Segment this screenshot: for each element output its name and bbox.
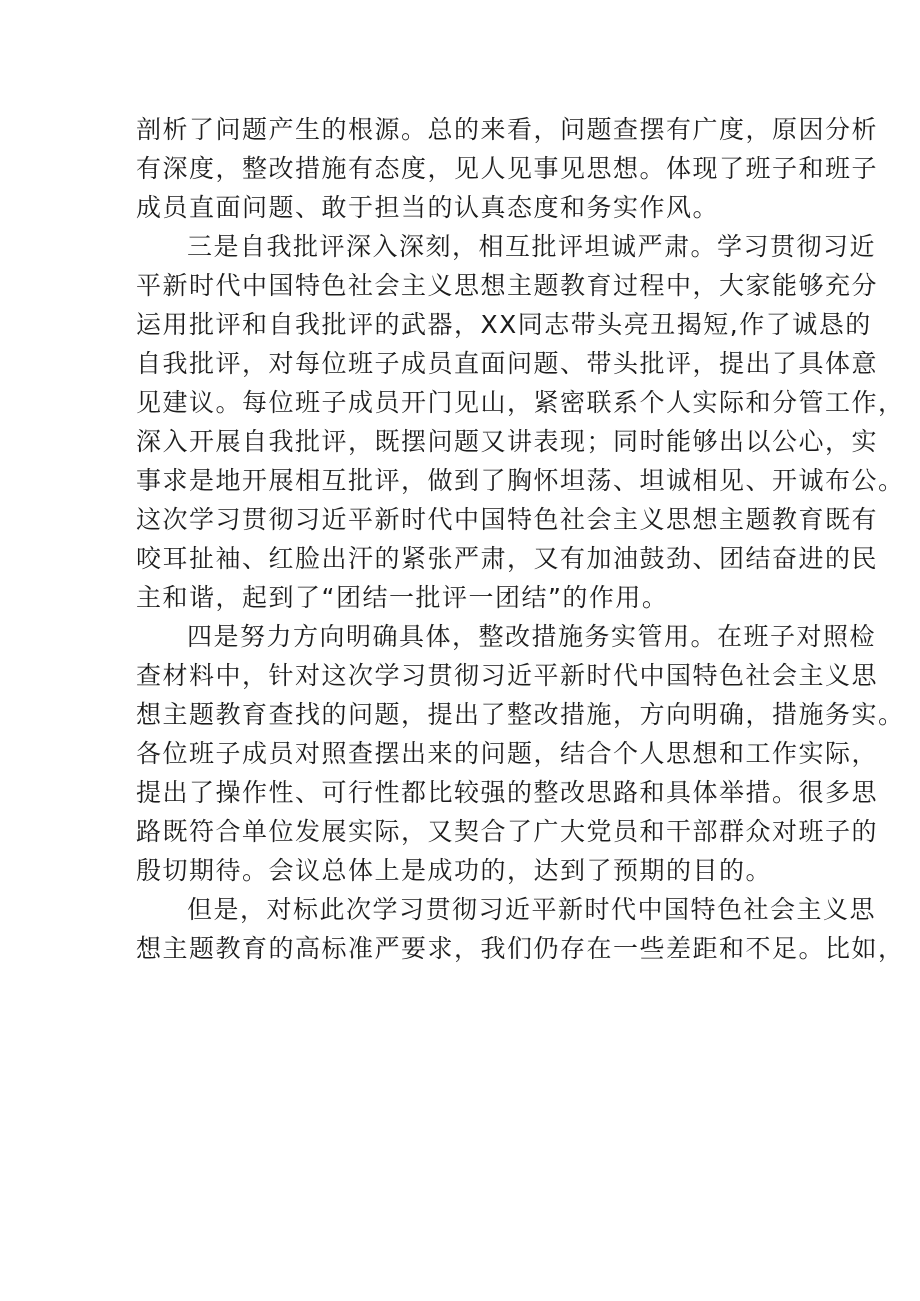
text-line: 运用批评和自我批评的武器，XX同志带头亮丑揭短,作了诚恳的 [136, 310, 872, 339]
text-line: 想主题教育查找的问题，提出了整改措施，方向明确，措施务实。 [136, 700, 905, 729]
text-line: 成员直面问题、敢于担当的认真态度和务实作风。 [136, 193, 720, 222]
text-line: 自我批评，对每位班子成员直面问题、带头批评，提出了具体意 [136, 349, 879, 378]
text-line: 这次学习贯彻习近平新时代中国特色社会主义思想主题教育既有 [136, 505, 879, 534]
text-line: 见建议。每位班子成员开门见山，紧密联系个人实际和分管工作， [136, 388, 905, 417]
paragraph-1 [136, 110, 879, 227]
paragraph-2 [136, 227, 905, 617]
text-line: 平新时代中国特色社会主义思想主题教育过程中，大家能够充分 [136, 271, 879, 300]
text-line: 查材料中，针对这次学习贯彻习近平新时代中国特色社会主义思 [136, 661, 879, 690]
paragraph-3 [136, 617, 905, 890]
text-line: 各位班子成员对照查摆出来的问题，结合个人思想和工作实际， [136, 739, 879, 768]
text-line: 路既符合单位发展实际，又契合了广大党员和干部群众对班子的 [136, 817, 879, 846]
text-line: 主和谐，起到了“团结一批评一团结”的作用。 [136, 583, 669, 612]
text-line: 事求是地开展相互批评，做到了胸怀坦荡、坦诚相见、开诚布公。 [136, 466, 905, 495]
text-line: 殷切期待。会议总体上是成功的，达到了预期的目的。 [136, 856, 773, 885]
text-line: 提出了操作性、可行性都比较强的整改思路和具体举措。很多思 [136, 778, 879, 807]
text-line: 四是努力方向明确具体，整改措施务实管用。在班子对照检 [187, 622, 877, 651]
text-line: 深入开展自我批评，既摆问题又讲表现；同时能够出以公心，实 [136, 427, 879, 456]
text-line: 三是自我批评深入深刻，相互批评坦诚严肃。学习贯彻习近 [187, 232, 877, 261]
text-line: 有深度，整改措施有态度，见人见事见思想。体现了班子和班子 [136, 154, 879, 183]
text-line: 剖析了问题产生的根源。总的来看，问题查摆有广度，原因分析 [136, 115, 879, 144]
text-line: 咬耳扯袖、红脸出汗的紧张严肃，又有加油鼓劲、团结奋进的民 [136, 544, 879, 573]
text-line: 想主题教育的高标准严要求，我们仍存在一些差距和不足。比如， [136, 934, 905, 963]
text-line: 但是，对标此次学习贯彻习近平新时代中国特色社会主义思 [187, 895, 877, 924]
paragraph-4 [136, 890, 905, 968]
document-body [136, 110, 905, 968]
